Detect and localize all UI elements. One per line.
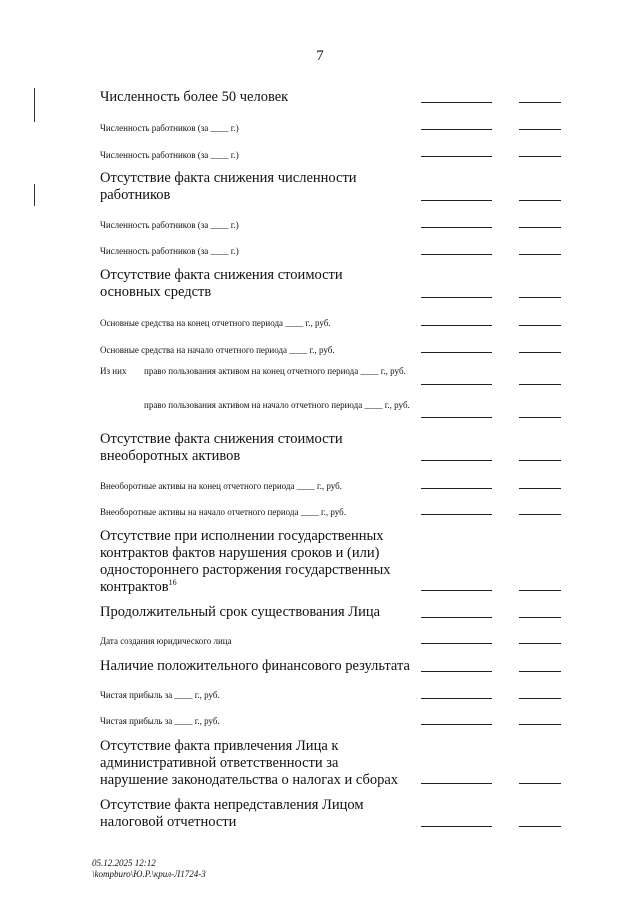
- criterion-title: [100, 528, 400, 596]
- criterion-subitem: Дата создания юридического лица: [100, 636, 232, 646]
- answer-line: [421, 643, 492, 644]
- criterion-title: Отсутствие факта непредставления Лицом налоговой отчетности: [100, 797, 364, 830]
- criterion-subitem: Чистая прибыль за ____ г., руб.: [100, 690, 220, 700]
- criterion-subitem: Чистая прибыль за ____ г., руб.: [100, 716, 220, 726]
- answer-line: [421, 671, 492, 672]
- answer-line: [519, 297, 561, 298]
- answer-line: [519, 325, 561, 326]
- answer-line: [519, 488, 561, 489]
- criterion-subitem: право пользования активом на начало отчетного периода ____ г., руб.: [144, 400, 410, 410]
- criterion-title: Наличие положительного финансового результата: [100, 658, 410, 674]
- answer-line: [519, 200, 561, 201]
- answer-line: [519, 129, 561, 130]
- answer-line: [519, 617, 561, 618]
- answer-line: [519, 783, 561, 784]
- answer-line: [519, 671, 561, 672]
- answer-line: [421, 227, 492, 228]
- answer-line: [519, 643, 561, 644]
- answer-line: [519, 352, 561, 353]
- subitem-prefix: Из них: [100, 366, 127, 376]
- answer-line: [421, 200, 492, 201]
- answer-line: [519, 417, 561, 418]
- answer-line: [421, 617, 492, 618]
- footnote-mark: 16: [168, 578, 177, 588]
- answer-line: [519, 514, 561, 515]
- answer-line: [421, 384, 492, 385]
- margin-mark-bottom: [34, 184, 35, 206]
- answer-line: [519, 698, 561, 699]
- criterion-title: Отсутствие факта снижения стоимости внеоборотных активов: [100, 431, 343, 464]
- answer-line: [421, 783, 492, 784]
- criterion-subitem: Численность работников (за ____ г.): [100, 220, 239, 230]
- answer-line: [519, 460, 561, 461]
- criterion-subitem: Численность работников (за ____ г.): [100, 246, 239, 256]
- criterion-title: Отсутствие факта привлечения Лица к административной ответственности за нарушение законодательства о налогах и сборах: [100, 738, 399, 788]
- criterion-title: Отсутствие факта снижения стоимости основных средств: [100, 267, 343, 300]
- criterion-title: Численность более 50 человек: [100, 89, 289, 105]
- criterion-title: Продолжительный срок существования Лица: [100, 604, 381, 620]
- answer-line: [519, 826, 561, 827]
- criterion-subitem: Внеоборотные активы на конец отчетного периода ____ г., руб.: [100, 481, 342, 491]
- answer-line: [519, 227, 561, 228]
- answer-line: [421, 514, 492, 515]
- answer-line: [421, 297, 492, 298]
- criterion-subitem: Внеоборотные активы на начало отчетного периода ____ г., руб.: [100, 507, 346, 517]
- answer-line: [421, 488, 492, 489]
- answer-line: [421, 460, 492, 461]
- answer-line: [421, 590, 492, 591]
- answer-line: [421, 698, 492, 699]
- criterion-subitem: Основные средства на начало отчетного периода ____ г., руб.: [100, 345, 335, 355]
- criterion-title-text: Отсутствие при исполнении государственных контрактов фактов нарушения сроков и (или) одностороннего расторжения государственных контрактов: [100, 528, 391, 595]
- answer-line: [421, 325, 492, 326]
- criterion-title: Отсутствие факта снижения численности работников: [100, 170, 357, 203]
- criterion-subitem: Численность работников (за ____ г.): [100, 123, 239, 133]
- answer-line: [519, 102, 561, 103]
- page-number: 7: [316, 48, 324, 64]
- criterion-subitem: право пользования активом на конец отчетного периода ____ г., руб.: [144, 366, 406, 376]
- answer-line: [519, 384, 561, 385]
- footer-file-path: \kompburo\Ю.Р.\крил-Л1724-3: [92, 869, 206, 879]
- answer-line: [421, 102, 492, 103]
- margin-mark-top: [34, 88, 35, 122]
- answer-line: [519, 156, 561, 157]
- answer-line: [421, 417, 492, 418]
- criterion-subitem: Численность работников (за ____ г.): [100, 150, 239, 160]
- answer-line: [421, 156, 492, 157]
- footer-timestamp: 05.12.2025 12:12: [92, 858, 156, 868]
- answer-line: [519, 254, 561, 255]
- answer-line: [519, 590, 561, 591]
- answer-line: [421, 254, 492, 255]
- answer-line: [421, 826, 492, 827]
- answer-line: [421, 724, 492, 725]
- answer-line: [421, 352, 492, 353]
- answer-line: [519, 724, 561, 725]
- answer-line: [421, 129, 492, 130]
- criterion-subitem: Основные средства на конец отчетного периода ____ г., руб.: [100, 318, 331, 328]
